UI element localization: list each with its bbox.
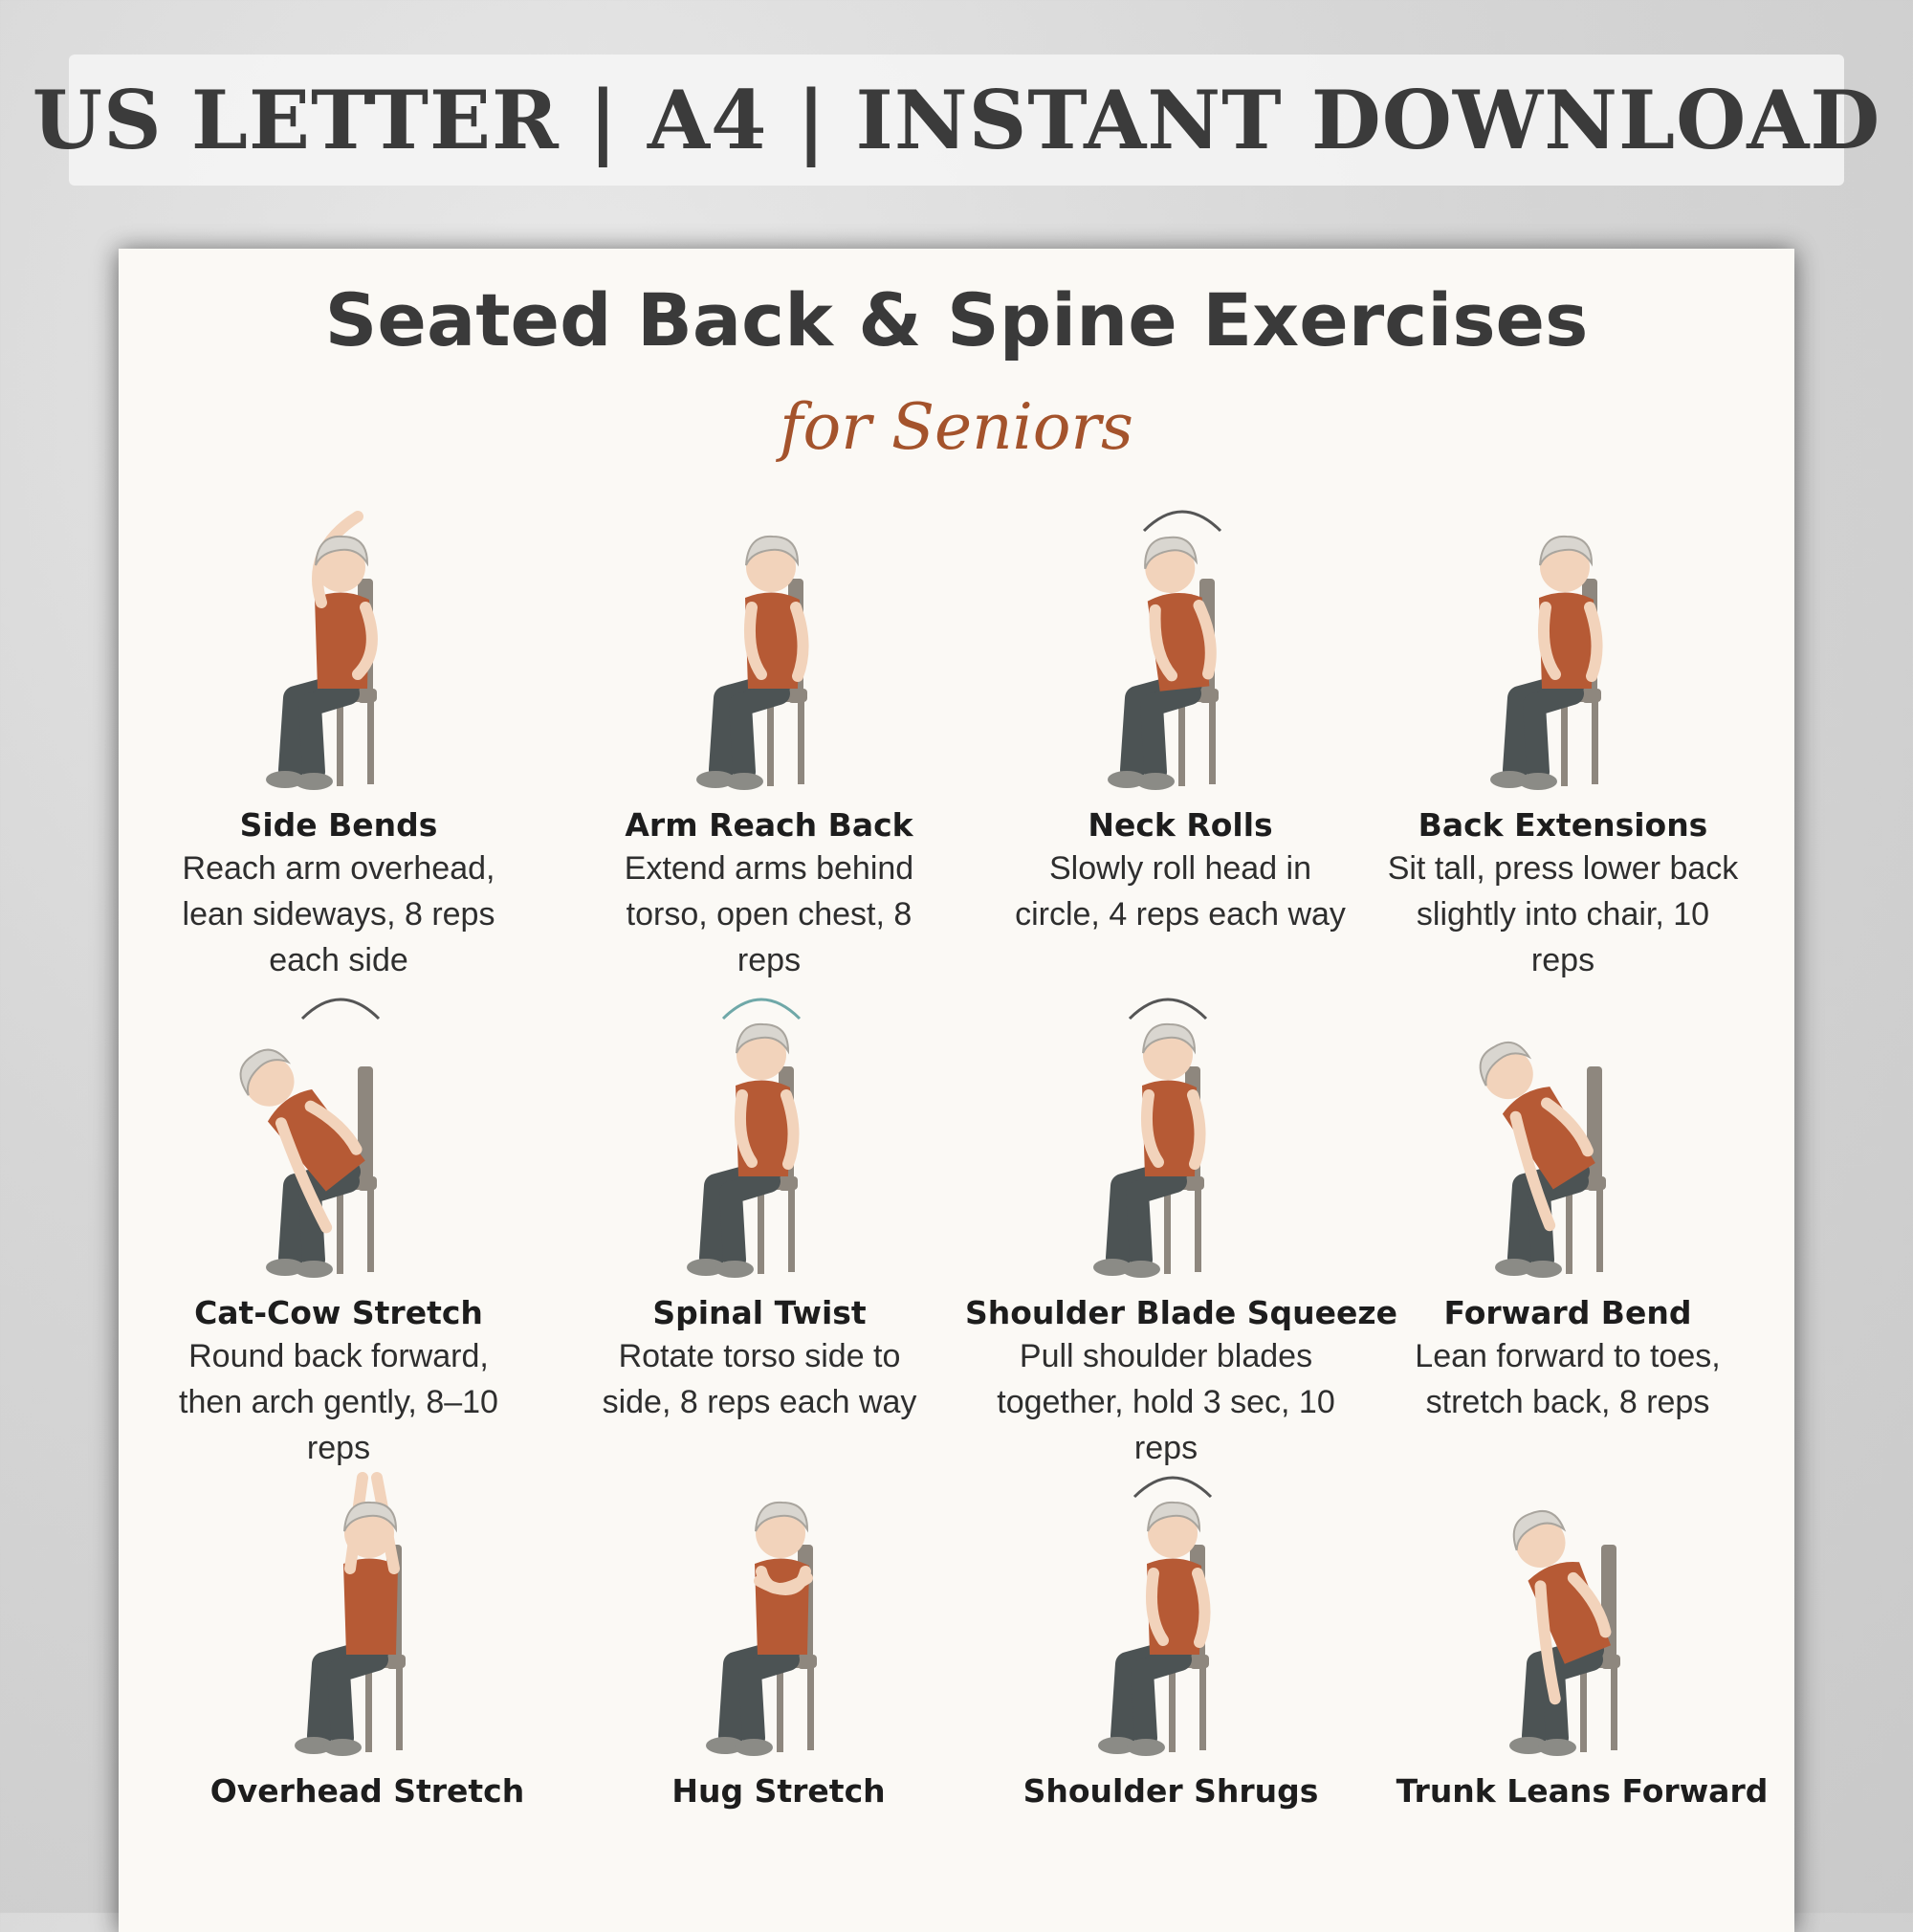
trunk-leans-forward-illustration [1458,1459,1706,1765]
exercise-name: Forward Bend [1443,1294,1692,1331]
shoe [725,773,763,790]
exercise-card-shoulder-shrugs [970,1459,1372,1811]
exercise-description: Rotate torso side to side, 8 reps each way [602,1338,917,1420]
upper-body [736,1024,794,1176]
exercise-card-trunk-leans-forward [1381,1459,1783,1811]
spinal-twist-illustration [635,980,884,1286]
exercise-card-forward-bend [1367,980,1769,1425]
chair-leg [1580,1664,1587,1752]
chair-leg [1596,1186,1603,1272]
shoe [1122,1261,1160,1278]
exercise-name: Hug Stretch [671,1772,886,1810]
chair-leg [1566,1186,1572,1274]
upper-body [745,537,803,689]
arm-reach-back-illustration [645,493,893,799]
upper-body [1539,537,1597,689]
chair-leg [1592,698,1598,784]
chair-leg [367,1186,374,1272]
motion-arrow-icon [1130,999,1206,1019]
upper-body [343,1478,398,1655]
exercise-description: Round back forward, then arch gently, 8–10 reps [179,1338,498,1466]
exercise-description: Extend arms behind torso, open chest, 8 reps [624,850,914,978]
exercise-card-hug-stretch [578,1459,979,1811]
shoe [1127,1739,1165,1756]
shoe [323,1739,362,1756]
exercise-card-side-bends [138,493,539,983]
chair-leg [1209,698,1216,784]
chair-leg [788,1186,795,1272]
chair-leg [767,698,774,786]
chair-leg [396,1664,403,1750]
exercise-name: Overhead Stretch [209,1772,525,1810]
exercise-name: Cat-Cow Stretch [194,1294,483,1331]
forward-bend-illustration [1443,980,1692,1286]
exercise-name: Back Extensions [1418,806,1708,844]
shoe [295,1261,333,1278]
exercise-name: Arm Reach Back [625,806,913,844]
sheet-subtitle: for Seniors [780,390,1133,464]
chair-leg [1195,1186,1201,1272]
upper-body [755,1503,809,1655]
exercise-card-shoulder-blade-squeeze [965,980,1397,1471]
upper-body [1142,1024,1200,1176]
upper-body [315,516,372,689]
motion-arrow-icon [1134,1478,1211,1497]
exercise-description: Sit tall, press lower back slightly into chair, 10 reps [1387,850,1739,978]
exercise-description: Lean forward to toes, stretch back, 8 reps [1415,1338,1721,1420]
shoe [1538,1739,1576,1756]
shoe [1136,773,1175,790]
motion-arrow-icon [1144,512,1220,531]
chair-leg [365,1664,372,1752]
exercise-description: Reach arm overhead, lean sideways, 8 reps each side [182,850,495,978]
hug-stretch-illustration [654,1459,903,1765]
exercise-card-overhead-stretch [166,1459,568,1811]
shoe [715,1261,754,1278]
exercise-name: Side Bends [239,806,438,844]
exercise-card-neck-rolls [979,493,1381,937]
side-bends-illustration [214,493,463,799]
banner-text: US LETTER | A4 | INSTANT DOWNLOAD [32,73,1881,167]
chair-leg [758,1186,764,1274]
banner [32,55,1881,186]
exercise-name: Spinal Twist [652,1294,867,1331]
shoe [1524,1261,1562,1278]
exercise-card-cat-cow-stretch [138,980,539,1471]
shoulder-blade-squeeze-illustration [1042,980,1290,1286]
upper-body [1147,1503,1205,1655]
chair-leg [1164,1186,1171,1274]
exercise-name: Neck Rolls [1088,806,1273,844]
sheet-title: Seated Back & Spine Exercises [324,277,1589,362]
chair-leg [367,698,374,784]
cat-cow-stretch-illustration [214,980,463,1286]
motion-arrow-icon [302,999,379,1019]
shoe [295,773,333,790]
exercise-name: Shoulder Shrugs [1022,1772,1319,1810]
chair-leg [798,698,804,784]
back-extensions-illustration [1439,493,1687,799]
chair-leg [337,1186,343,1274]
chair-leg [1169,1664,1176,1752]
chair-leg [1178,698,1185,786]
chair-leg [337,698,343,786]
chair-leg [1199,1664,1206,1750]
chair-leg [807,1664,814,1750]
exercise-sheet [119,249,1794,1932]
overhead-stretch-illustration [243,1459,492,1765]
chair-leg [1611,1664,1617,1750]
exercise-card-arm-reach-back [568,493,970,983]
exercise-card-back-extensions [1362,493,1764,983]
exercise-description: Slowly roll head in circle, 4 reps each way [1015,850,1346,933]
shoulder-shrugs-illustration [1046,1459,1295,1765]
shoe [1519,773,1557,790]
exercise-card-spinal-twist [559,980,960,1425]
motion-arrow-icon [723,999,800,1019]
neck-rolls-illustration [1056,493,1305,799]
chair-leg [1561,698,1568,786]
shoe [735,1739,773,1756]
exercise-name: Shoulder Blade Squeeze [965,1294,1397,1331]
upper-body [1141,535,1215,692]
chair-leg [777,1664,783,1752]
exercise-description: Pull shoulder blades together, hold 3 sec, 10 reps [997,1338,1335,1466]
exercise-name: Trunk Leans Forward [1396,1772,1769,1810]
